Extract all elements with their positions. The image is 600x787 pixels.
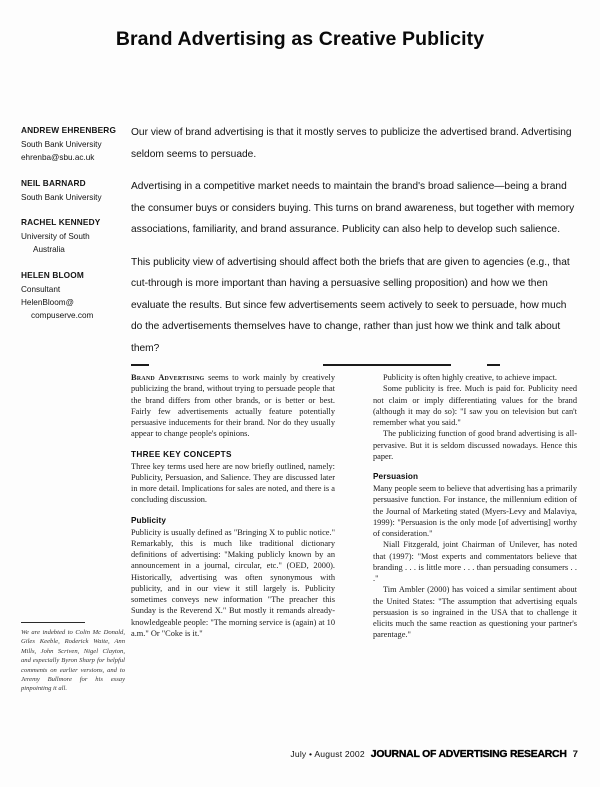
body-column-left <box>131 372 335 639</box>
section-heading-publicity: Publicity <box>131 515 167 525</box>
lead-paragraph <box>131 372 335 440</box>
lead-rest: seems to work mainly by creatively publicizing the brand, without trying to persuade people that the brand differs from other brands, or is better or best. Fairly few advertisements actually feature potentially persuasive inducements for their brand. Nor do they usually appear to change people's opinions. <box>131 373 336 439</box>
body-paragraph: Publicity is often highly creative, to achieve impact. <box>383 373 558 382</box>
author-sidebar <box>21 124 129 334</box>
lead-smallcaps: Brand Advertising <box>131 373 205 382</box>
author-affiliation: South Bank University <box>21 192 102 202</box>
author-block <box>21 269 129 323</box>
divider-segment-left <box>131 364 149 366</box>
page-title: Brand Advertising as Creative Publicity <box>115 28 485 50</box>
author-affiliation: Consultant <box>21 284 61 294</box>
body-paragraph: Some publicity is free. Much is paid for. Publicity need not claim or imply differentiating values for the brand (although it may do so): "I saw you on television but can't remember what you said." <box>373 384 577 427</box>
author-email[interactable]: ehrenba@sbu.ac.uk <box>21 153 95 163</box>
footnote: We are indebted to Colin Mc Donald, Giles Keeble, Roderick Waite, Ann Mills, John Scriven, Nigel Clayton, and especially Byron Sharp for helpful comments on earlier versions, and to Jeremy Bullmore for his essay pinpointing it all. <box>21 629 125 693</box>
footer-issue-date: July • August 2002 <box>290 749 365 759</box>
divider-segment-center <box>323 364 451 366</box>
author-name: NEIL BARNARD <box>21 177 86 188</box>
abstract-paragraph: This publicity view of advertising should affect both the briefs that are given to agencies (e.g., that cut-through is more important than having a persuasive selling proposition) and how we then evaluate the results. But since few advertisements seem actively to seek to persuade, how much do the advertisements themselves have to change, rather than just how we think and talk about them? <box>131 256 570 354</box>
section-heading-three-key-concepts: THREE KEY CONCEPTS <box>131 449 232 459</box>
body-paragraph: Niall Fitzgerald, joint Chairman of Unilever, has noted that (1997): "Most experts and commentators believe that branding . . . is little more . . . than persuading consumers . . ." <box>373 540 577 583</box>
author-affiliation-line2: Australia <box>33 245 65 255</box>
divider-segment-right <box>487 364 500 366</box>
abstract-paragraph: Advertising in a competitive market needs to maintain the brand's broad salience—being a brand the consumer buys or considers buying. This turns on brand awareness, but together with memory associations, familiarity, and brand assurance. Publicity can also help to develop such salience. <box>131 181 575 235</box>
footer-journal-name: JOURNAL OF ADVERTISING RESEARCH <box>370 749 567 760</box>
author-name: RACHEL KENNEDY <box>21 217 101 228</box>
author-affiliation: South Bank University <box>21 140 102 150</box>
author-email[interactable]: HelenBloom@ <box>21 298 74 308</box>
author-name: ANDREW EHRENBERG <box>21 125 117 135</box>
footnote-divider <box>21 622 85 623</box>
section-heading-persuasion: Persuasion <box>373 472 419 481</box>
author-block <box>21 216 129 257</box>
section-paragraph: Three key terms used here are now briefly outlined, namely: Publicity, Persuasion, and Salience. They are discussed later in more detail. Implications for sales are noted, and there is a concluding discussion. <box>131 461 335 505</box>
author-email-line2[interactable]: compuserve.com <box>31 311 94 321</box>
abstract-paragraph: Our view of brand advertising is that it mostly serves to publicize the advertised brand. Advertising seldom seems to persuade. <box>131 127 572 160</box>
author-name: HELEN BLOOM <box>21 269 84 280</box>
author-block <box>21 177 129 204</box>
body-column-right <box>373 372 577 641</box>
body-columns <box>131 372 577 740</box>
author-block <box>21 124 129 165</box>
body-paragraph: Tim Ambler (2000) has voiced a similar sentiment about the United States: "The assumption that advertising equals persuasion is so ingrained in the USA that to challenge it elicits much the same reaction as questioning your partner's parentage." <box>373 585 577 640</box>
page-footer <box>290 749 578 760</box>
body-paragraph: Many people seem to believe that advertising has a primarily persuasive function. For instance, the millennium edition of the Journal of Marketing stated (Myers-Levy and Malaviya, 1999): "Persuasion is the only mode [of advertising] worthy of consideration." <box>373 484 577 538</box>
footer-page-number: 7 <box>572 749 578 760</box>
section-divider <box>131 364 575 367</box>
abstract <box>131 122 575 370</box>
author-affiliation: University of South <box>21 232 90 242</box>
body-paragraph: The publicizing function of good brand advertising is all-pervasive. But it is seldom discussed nowadays. Hence this paper. <box>373 429 577 461</box>
section-paragraph: Publicity is usually defined as "Bringing X to public notice." Remarkably, this is much like traditional dictionary definitions of advertising: "Making publicly known by an announcement in a journal, circular, etc." (OED, 2000). Historically, advertising was often synonymous with publicity, and in our view it still largely is. Publicity sometimes conveys new information "The preacher this Sunday is the Reverend X." But mostly it remands already-knowledgeable people: "The morning service is (again) at 10 a.m." Or "Coke is it." <box>131 527 335 638</box>
